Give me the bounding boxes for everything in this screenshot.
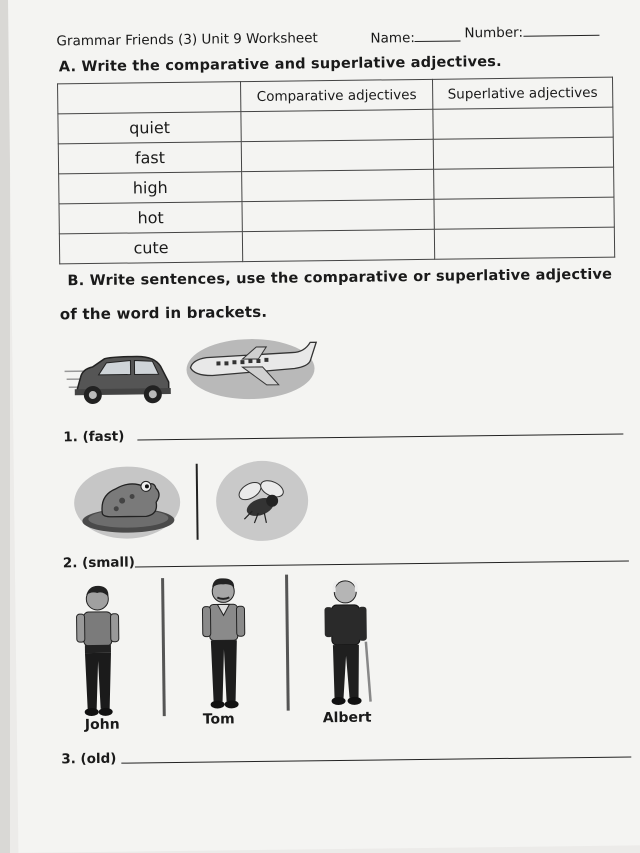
superlative-answer-cell bbox=[433, 137, 613, 169]
answer-line-2 bbox=[135, 560, 629, 567]
frog-icon bbox=[72, 462, 183, 541]
word-cell: quiet bbox=[58, 112, 241, 144]
car-icon bbox=[64, 352, 177, 405]
page-edge bbox=[0, 0, 10, 853]
word-cell: high bbox=[59, 172, 242, 204]
section-a-title: A. Write the comparative and superlative adjectives. bbox=[58, 53, 502, 76]
comparative-answer-cell bbox=[242, 229, 434, 261]
corner-cell bbox=[58, 82, 241, 114]
word-cell: cute bbox=[59, 232, 242, 264]
person-label-tom: Tom bbox=[202, 711, 235, 728]
comparative-answer-cell bbox=[241, 139, 433, 171]
number-blank bbox=[523, 23, 599, 37]
person-label-john: John bbox=[84, 716, 120, 734]
number-label: Number: bbox=[464, 24, 524, 42]
name-blank bbox=[415, 28, 461, 42]
airplane-icon bbox=[182, 334, 319, 404]
superlative-answer-cell bbox=[434, 167, 614, 199]
number-field bbox=[464, 23, 599, 42]
worksheet-title: Grammar Friends (3) Unit 9 Worksheet bbox=[56, 30, 318, 50]
comparative-answer-cell bbox=[241, 109, 433, 141]
superlative-answer-cell bbox=[434, 227, 614, 259]
boy-icon bbox=[73, 583, 123, 720]
question-2-label: 2. (small) bbox=[62, 554, 136, 572]
comparative-answer-cell bbox=[242, 199, 434, 231]
question-3-label: 3. (old) bbox=[61, 750, 117, 768]
divider bbox=[161, 578, 166, 716]
old-man-icon bbox=[321, 576, 379, 709]
man-icon bbox=[199, 575, 249, 712]
section-b-title-line2: of the word in brackets. bbox=[59, 302, 268, 324]
word-cell: hot bbox=[59, 202, 242, 234]
word-cell: fast bbox=[58, 142, 241, 174]
name-label: Name: bbox=[370, 30, 415, 47]
answer-line-1 bbox=[137, 434, 623, 441]
table-row bbox=[59, 227, 614, 264]
divider bbox=[196, 464, 199, 540]
adjectives-table bbox=[57, 77, 615, 265]
worksheet-page bbox=[8, 0, 640, 853]
column-header-comparative: Comparative adjectives bbox=[241, 79, 433, 111]
divider bbox=[285, 575, 290, 711]
superlative-answer-cell bbox=[433, 107, 613, 139]
superlative-answer-cell bbox=[434, 197, 614, 229]
fly-icon bbox=[214, 458, 311, 543]
column-header-superlative: Superlative adjectives bbox=[432, 77, 612, 109]
name-field bbox=[370, 28, 461, 46]
comparative-answer-cell bbox=[242, 169, 434, 201]
section-b-title-line1: B. Write sentences, use the comparative or superlative adjective bbox=[67, 266, 613, 290]
person-label-albert: Albert bbox=[322, 709, 372, 727]
question-1-label: 1. (fast) bbox=[63, 428, 125, 446]
answer-line-3 bbox=[121, 756, 631, 763]
worksheet-header bbox=[56, 24, 616, 50]
